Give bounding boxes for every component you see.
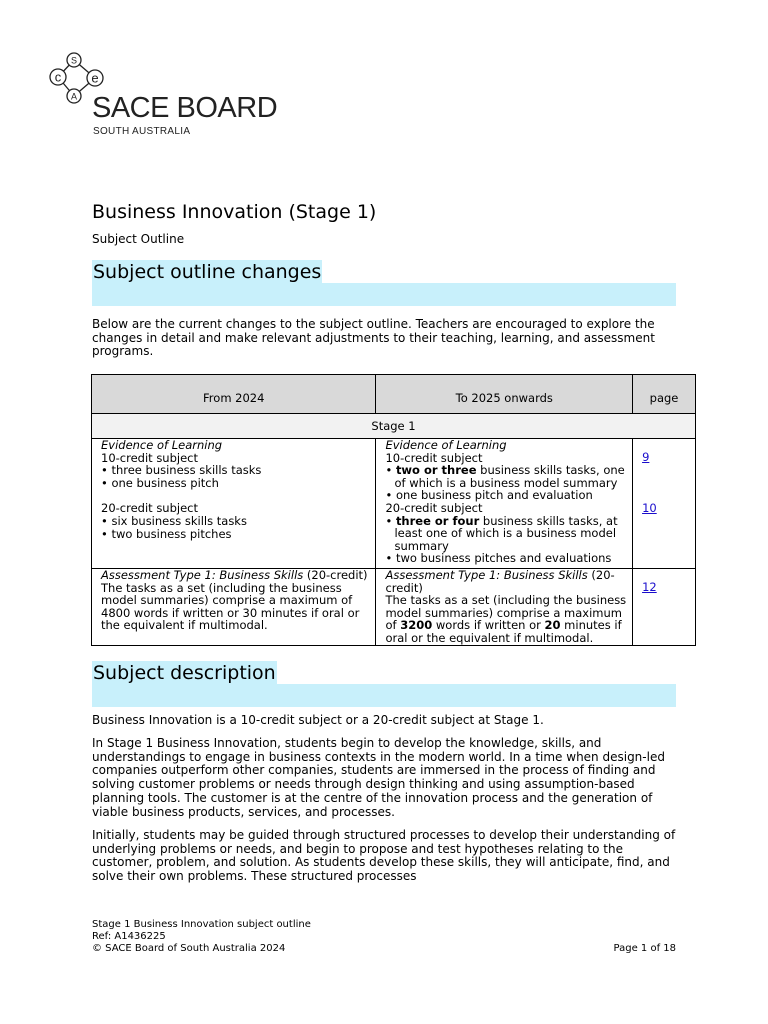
to-evidence-label: Evidence of Learning (385, 438, 507, 452)
logo-subtitle: SOUTH AUSTRALIA (93, 126, 191, 137)
footer-line-1: Stage 1 Business Innovation subject outline (92, 919, 311, 930)
footer-ref: Ref: A1436225 (92, 931, 166, 942)
stage-label: Stage 1 (92, 414, 696, 439)
list-item: • two business pitches and evaluations (385, 552, 632, 565)
to-assessment-cell: Assessment Type 1: Business Skills (20-credit) The tasks as a set (including the business model summaries) comprise a maximum of 3200 words if written or 20 minutes if oral or the equivalent if multimodal. (376, 569, 633, 646)
list-item: • one business pitch and evaluation (385, 489, 632, 502)
table-row (92, 439, 696, 569)
description-p1: Business Innovation is a 10-credit subject or a 20-credit subject at Stage 1. (92, 713, 544, 727)
header-page: page (633, 375, 696, 414)
table-row (92, 569, 696, 646)
to-20-credit: 20-credit subject (385, 500, 483, 515)
from-evidence-label: Evidence of Learning (101, 438, 223, 452)
changes-table (91, 374, 696, 646)
changes-heading: Subject outline changes (93, 261, 322, 283)
description-p2: In Stage 1 Business Innovation, students begin to develop the knowledge, skills, and understandings to engage in business contexts in the modern world. In a time when design-led companies outperform other companies, students are immersed in the process of finding and solving customer problems or needs through design thinking and using assumption-based planning tools. The customer is at the centre of the innovation process and the generation of viable business products, services, and processes. (92, 736, 665, 819)
document-title: Business Innovation (Stage 1) (92, 201, 377, 223)
logo-letter-e: e (91, 70, 99, 86)
stage-row (92, 414, 696, 439)
page-cell (633, 569, 696, 646)
list-item: • two or three business skills tasks, one of which is a business model summary (385, 464, 632, 489)
page-cell (633, 439, 696, 569)
list-item: • six business skills tasks (101, 515, 375, 528)
logo-letter-s: S (70, 55, 78, 66)
heading-underbar (92, 283, 676, 306)
logo-wordmark: SACE BOARD (92, 92, 278, 124)
to-evidence-cell (376, 439, 633, 569)
changes-intro: Below are the current changes to the subject outline. Teachers are encouraged to explore the changes in detail and make relevant adjustments to their teaching, learning, and assessment programs. (92, 317, 655, 359)
header-from: From 2024 (92, 375, 376, 414)
from-20-credit: 20-credit subject (101, 501, 198, 516)
from-assessment-cell: Assessment Type 1: Business Skills (20-credit) The tasks as a set (including the business model summaries) comprise a maximum of 4800 words if written or 30 minutes if oral or the equivalent if multimodal. (92, 569, 376, 646)
description-p3: Initially, students may be guided through structured processes to develop their understanding of underlying problems or needs, and begin to propose and test hypotheses relating to the customer, problem, and solution. As students develop these skills, they will anticipate, find, and solve their own problems. These structured processes (92, 828, 676, 884)
from-10-credit: 10-credit subject (101, 450, 198, 465)
list-item: • one business pitch (101, 477, 375, 490)
page-number: Page 1 of 18 (613, 943, 676, 954)
description-heading: Subject description (93, 662, 276, 684)
list-item: • two business pitches (101, 528, 375, 541)
from-assessment-text: The tasks as a set (including the business model summaries) comprise a maximum of 4800 words if written or 30 minutes if oral or the equivalent if multimodal. (101, 580, 360, 633)
footer (92, 919, 311, 955)
from-evidence-cell (92, 439, 376, 569)
logo-letter-a: A (70, 91, 78, 102)
table-header-row (92, 375, 696, 414)
page-link-10[interactable]: 10 (642, 500, 657, 515)
page-link-9[interactable]: 9 (642, 450, 650, 464)
list-item: • three business skills tasks (101, 464, 375, 477)
logo-letter-c: c (54, 69, 62, 85)
footer-copyright: © SACE Board of South Australia 2024 (92, 943, 286, 954)
to-assessment-text: The tasks as a set (including the business model summaries) comprise a maximum of 3200 words if written or 20 minutes if oral or the equivalent if multimodal. (385, 593, 627, 645)
list-item: • three or four business skills tasks, at least one of which is a business model summary (385, 515, 632, 553)
heading-underbar (92, 684, 676, 707)
header-to: To 2025 onwards (376, 375, 633, 414)
page-link-12[interactable]: 12 (642, 580, 657, 594)
document-subtitle: Subject Outline (92, 232, 185, 246)
to-10-credit: 10-credit subject (385, 450, 483, 465)
